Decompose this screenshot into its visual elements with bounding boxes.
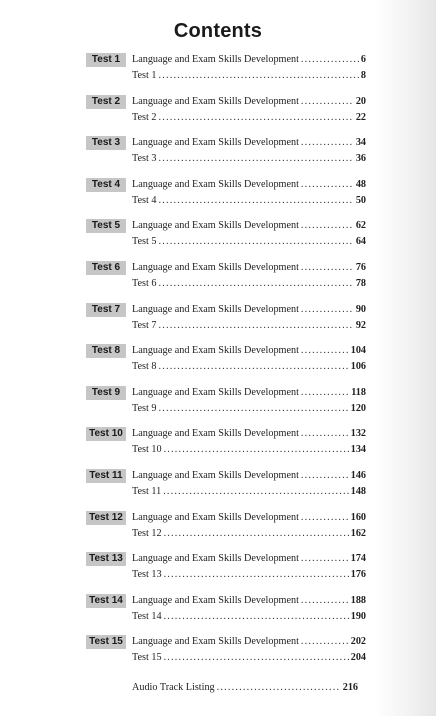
test-number-badge: Test 12 xyxy=(86,511,126,525)
table-of-contents xyxy=(86,52,366,676)
dot-leader xyxy=(301,510,349,526)
toc-test-group xyxy=(86,302,366,344)
toc-page-number: 22 xyxy=(355,111,366,123)
toc-label: Test 13 xyxy=(132,569,162,581)
toc-page-number: 34 xyxy=(355,137,366,149)
toc-test-group xyxy=(86,52,366,94)
toc-page-number: 216 xyxy=(342,682,358,693)
dot-leader xyxy=(164,609,349,625)
toc-test-group xyxy=(86,218,366,260)
page-title: Contents xyxy=(173,20,263,42)
toc-page-number: 106 xyxy=(350,361,366,373)
toc-label: Language and Exam Skills Development xyxy=(132,386,299,398)
test-number-badge: Test 15 xyxy=(86,635,126,649)
toc-label: Test 14 xyxy=(132,610,162,622)
toc-test-group xyxy=(86,468,366,510)
toc-page-number: 62 xyxy=(355,220,366,232)
toc-page-number: 76 xyxy=(355,261,366,273)
toc-entry-test[interactable] xyxy=(86,359,366,375)
dot-leader xyxy=(164,567,349,583)
toc-page-number: 48 xyxy=(355,178,366,190)
toc-page-number: 204 xyxy=(350,652,366,664)
toc-label: Test 2 xyxy=(132,111,157,123)
dot-leader xyxy=(158,68,358,84)
toc-label: Language and Exam Skills Development xyxy=(132,428,299,440)
toc-entry-skills-development[interactable] xyxy=(86,510,366,526)
toc-entry-test[interactable] xyxy=(86,318,366,334)
toc-page-number: 148 xyxy=(350,485,366,497)
toc-entry-test[interactable] xyxy=(86,401,366,417)
dot-leader xyxy=(158,151,353,167)
toc-page-number: 20 xyxy=(355,95,366,107)
toc-entry-test[interactable] xyxy=(86,650,366,666)
dot-leader xyxy=(301,52,359,68)
toc-page-number: 36 xyxy=(355,153,366,165)
dot-leader xyxy=(301,94,354,110)
toc-test-group xyxy=(86,94,366,136)
toc-page-number: 8 xyxy=(360,70,366,81)
toc-entry-test[interactable] xyxy=(86,234,366,250)
toc-page-number: 174 xyxy=(350,553,366,565)
toc-entry-test[interactable] xyxy=(86,567,366,583)
toc-label: Test 8 xyxy=(132,361,157,373)
toc-label: Test 12 xyxy=(132,527,162,539)
toc-label: Test 9 xyxy=(132,402,157,414)
toc-page-number: 6 xyxy=(360,54,366,65)
dot-leader xyxy=(158,359,348,375)
dot-leader xyxy=(164,650,349,666)
dot-leader xyxy=(301,302,354,318)
test-number-badge: Test 11 xyxy=(86,469,126,483)
toc-test-group xyxy=(86,135,366,177)
toc-label: Language and Exam Skills Development xyxy=(132,261,299,273)
toc-page-number: 78 xyxy=(355,277,366,289)
dot-leader xyxy=(158,193,353,209)
toc-entry-test[interactable] xyxy=(86,609,366,625)
toc-page-number: 132 xyxy=(350,428,366,440)
dot-leader xyxy=(301,177,354,193)
dot-leader xyxy=(301,634,349,650)
test-number-badge: Test 6 xyxy=(86,261,126,275)
toc-entry-skills-development[interactable] xyxy=(86,426,366,442)
toc-page-number: 188 xyxy=(350,594,366,606)
toc-page-number: 176 xyxy=(350,569,366,581)
toc-label: Language and Exam Skills Development xyxy=(132,54,299,65)
test-number-badge: Test 5 xyxy=(86,219,126,233)
toc-page-number: 104 xyxy=(350,345,366,357)
toc-test-group xyxy=(86,510,366,552)
toc-entry-skills-development[interactable] xyxy=(86,385,366,401)
toc-page-number: 64 xyxy=(355,236,366,248)
toc-page-number: 146 xyxy=(350,469,366,481)
dot-leader xyxy=(217,680,341,696)
toc-label: Test 5 xyxy=(132,236,157,248)
test-number-badge: Test 2 xyxy=(86,95,126,109)
toc-test-group xyxy=(86,260,366,302)
dot-leader xyxy=(301,135,354,151)
toc-test-group xyxy=(86,634,366,676)
toc-label: Test 4 xyxy=(132,194,157,206)
toc-entry-test[interactable] xyxy=(86,110,366,126)
dot-leader xyxy=(164,442,349,458)
test-number-badge: Test 8 xyxy=(86,344,126,358)
dot-leader xyxy=(163,484,349,500)
dot-leader xyxy=(301,426,349,442)
toc-label: Language and Exam Skills Development xyxy=(132,137,299,149)
toc-entry-skills-development[interactable] xyxy=(86,302,366,318)
toc-page-number: 190 xyxy=(350,610,366,622)
toc-label: Test 1 xyxy=(132,70,157,81)
test-number-badge: Test 7 xyxy=(86,303,126,317)
toc-page-number: 160 xyxy=(350,511,366,523)
toc-entry-test[interactable] xyxy=(86,151,366,167)
dot-leader xyxy=(158,234,353,250)
dot-leader xyxy=(301,385,349,401)
toc-label: Test 10 xyxy=(132,444,162,456)
toc-label: Language and Exam Skills Development xyxy=(132,178,299,190)
toc-entry-skills-development[interactable] xyxy=(86,551,366,567)
toc-entry-skills-development[interactable] xyxy=(86,468,366,484)
test-number-badge: Test 13 xyxy=(86,552,126,566)
toc-entry-skills-development[interactable] xyxy=(86,260,366,276)
dot-leader xyxy=(301,218,354,234)
toc-entry-skills-development[interactable] xyxy=(86,343,366,359)
toc-page-number: 120 xyxy=(350,402,366,414)
toc-label: Language and Exam Skills Development xyxy=(132,303,299,315)
toc-test-group xyxy=(86,426,366,468)
toc-page-number: 50 xyxy=(355,194,366,206)
toc-label: Audio Track Listing xyxy=(132,682,215,693)
toc-label: Language and Exam Skills Development xyxy=(132,95,299,107)
toc-entry-test[interactable] xyxy=(86,442,366,458)
toc-entry-skills-development[interactable] xyxy=(86,634,366,650)
toc-label: Language and Exam Skills Development xyxy=(132,469,299,481)
test-number-badge: Test 10 xyxy=(86,427,126,441)
toc-page-number: 90 xyxy=(355,303,366,315)
toc-label: Language and Exam Skills Development xyxy=(132,553,299,565)
dot-leader xyxy=(158,401,348,417)
dot-leader xyxy=(158,318,353,334)
test-number-badge: Test 9 xyxy=(86,386,126,400)
dot-leader xyxy=(301,343,349,359)
dot-leader xyxy=(301,593,349,609)
toc-entry-test[interactable] xyxy=(86,276,366,292)
toc-label: Language and Exam Skills Development xyxy=(132,594,299,606)
test-number-badge: Test 4 xyxy=(86,178,126,192)
toc-entry-skills-development[interactable] xyxy=(86,94,366,110)
test-number-badge: Test 3 xyxy=(86,136,126,150)
toc-test-group xyxy=(86,177,366,219)
toc-entry-test[interactable] xyxy=(86,526,366,542)
toc-entry-test[interactable] xyxy=(86,68,366,84)
toc-page-number: 162 xyxy=(350,527,366,539)
toc-label: Language and Exam Skills Development xyxy=(132,345,299,357)
toc-entry-skills-development[interactable] xyxy=(86,218,366,234)
dot-leader xyxy=(158,110,353,126)
toc-page-number: 118 xyxy=(351,386,366,398)
toc-entry-skills-development[interactable] xyxy=(86,177,366,193)
toc-entry-skills-development[interactable] xyxy=(86,52,366,68)
toc-label: Language and Exam Skills Development xyxy=(132,511,299,523)
test-number-badge: Test 14 xyxy=(86,594,126,608)
toc-label: Test 11 xyxy=(132,485,162,497)
toc-page-number: 134 xyxy=(350,444,366,456)
toc-test-group xyxy=(86,385,366,427)
dot-leader xyxy=(164,526,349,542)
toc-entry-skills-development[interactable] xyxy=(86,135,366,151)
toc-test-group xyxy=(86,343,366,385)
toc-test-group xyxy=(86,593,366,635)
dot-leader xyxy=(158,276,353,292)
toc-label: Language and Exam Skills Development xyxy=(132,220,299,232)
toc-page-number: 202 xyxy=(350,636,366,648)
toc-entry-skills-development[interactable] xyxy=(86,593,366,609)
toc-label: Test 15 xyxy=(132,652,162,664)
toc-page-number: 92 xyxy=(355,319,366,331)
dot-leader xyxy=(301,260,354,276)
test-number-badge: Test 1 xyxy=(86,53,126,67)
dot-leader xyxy=(301,551,349,567)
dot-leader xyxy=(301,468,349,484)
toc-label: Test 7 xyxy=(132,319,157,331)
toc-test-group xyxy=(86,551,366,593)
toc-label: Test 3 xyxy=(132,153,157,165)
toc-entry-test[interactable] xyxy=(86,484,366,500)
toc-entry-audio-track-listing[interactable] xyxy=(132,680,358,696)
toc-label: Language and Exam Skills Development xyxy=(132,636,299,648)
toc-entry-test[interactable] xyxy=(86,193,366,209)
toc-label: Test 6 xyxy=(132,277,157,289)
